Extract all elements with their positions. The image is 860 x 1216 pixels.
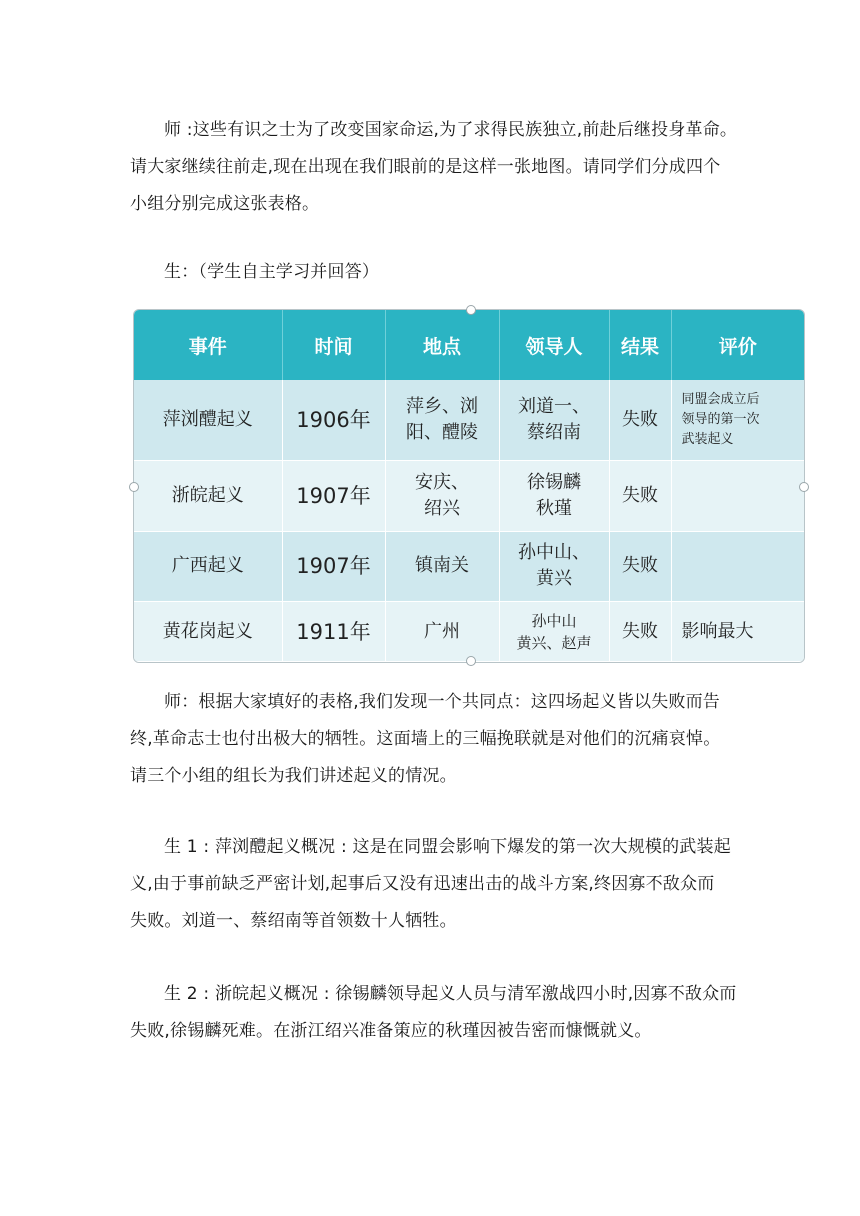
- paragraph-student-1: [130, 829, 750, 940]
- cell-result: 失败: [609, 531, 671, 602]
- cell-event: 萍浏醴起义: [134, 380, 282, 461]
- paragraph-teacher-summary: [130, 684, 750, 795]
- cell-line: 领导的第一次: [681, 412, 760, 427]
- resize-handle: [129, 482, 139, 492]
- cell-line: 徐锡麟: [527, 471, 581, 493]
- header-result: 结果: [609, 310, 671, 380]
- cell-line: 黄兴、赵声: [516, 633, 592, 652]
- uprisings-table: [134, 310, 804, 662]
- text-line: 失败,徐锡麟死难。在浙江绍兴准备策应的秋瑾因被告密而慷慨就义。: [130, 1021, 652, 1041]
- uprisings-table-image: [133, 309, 805, 663]
- cell-line: 同盟会成立后: [681, 392, 760, 407]
- cell-event: 黄花岗起义: [134, 602, 282, 662]
- cell-line: 黄兴: [536, 568, 572, 590]
- header-comment: 评价: [671, 310, 804, 380]
- cell-line: 武装起义: [681, 432, 734, 447]
- text-line: 师 :这些有识之士为了改变国家命运,为了求得民族独立,前赴后继投身革命。: [164, 120, 738, 140]
- cell-comment: [671, 602, 804, 662]
- cell-comment: [671, 461, 804, 532]
- cell-year: 1907年: [282, 461, 385, 532]
- cell-year: 1911年: [282, 602, 385, 662]
- cell-place: [385, 380, 499, 461]
- paragraph-student-answer: [130, 254, 750, 291]
- cell-line: 秋瑾: [536, 497, 572, 519]
- text-line: 请大家继续往前走,现在出现在我们眼前的是这样一张地图。请同学们分成四个: [130, 157, 721, 177]
- cell-line: 广州: [424, 620, 460, 642]
- cell-event: 浙皖起义: [134, 461, 282, 532]
- header-leaders: 领导人: [499, 310, 609, 380]
- cell-line: 安庆、: [415, 471, 469, 493]
- cell-line: 镇南关: [415, 555, 469, 577]
- cell-leaders: [499, 602, 609, 662]
- cell-line: 刘道一、: [518, 396, 590, 417]
- text-line: 生 2 : 浙皖起义概况 : 徐锡麟领导起义人员与清军激战四小时,因寡不敌众而: [164, 984, 737, 1004]
- text-line: 小组分别完成这张表格。: [130, 194, 320, 214]
- resize-handle: [466, 656, 476, 666]
- cell-year: 1906年: [282, 380, 385, 461]
- table-row: [134, 602, 804, 662]
- header-event: 事件: [134, 310, 282, 380]
- cell-place: [385, 461, 499, 532]
- cell-year: 1907年: [282, 531, 385, 602]
- text-line: 终,革命志士也付出极大的牺牲。这面墙上的三幅挽联就是对他们的沉痛哀悼。: [130, 729, 721, 749]
- cell-event: 广西起义: [134, 531, 282, 602]
- paragraph-teacher-intro: [130, 112, 750, 223]
- text-line: 生：（学生自主学习并回答）: [164, 262, 380, 282]
- cell-line: 绍兴: [424, 497, 460, 519]
- text-line: 失败。刘道一、蔡绍南等首领数十人牺牲。: [130, 911, 457, 931]
- text-line: 义,由于事前缺乏严密计划,起事后又没有迅速出击的战斗方案,终因寡不敌众而: [130, 874, 715, 894]
- cell-line: 孙中山: [531, 611, 577, 630]
- cell-place: [385, 602, 499, 662]
- header-place: 地点: [385, 310, 499, 380]
- cell-line: 影响最大: [681, 620, 754, 642]
- cell-place: [385, 531, 499, 602]
- table-header-row: [134, 310, 804, 380]
- cell-line: 孙中山、: [518, 542, 590, 564]
- table-row: [134, 380, 804, 461]
- text-line: 生 1 : 萍浏醴起义概况 : 这是在同盟会影响下爆发的第一次大规模的武装起: [164, 837, 731, 857]
- resize-handle: [466, 305, 476, 315]
- text-line: 请三个小组的组长为我们讲述起义的情况。: [130, 766, 457, 786]
- table-row: [134, 461, 804, 532]
- resize-handle: [799, 482, 809, 492]
- paragraph-student-2: [130, 976, 750, 1050]
- cell-leaders: [499, 461, 609, 532]
- cell-comment: [671, 380, 804, 461]
- cell-line: 蔡绍南: [527, 422, 581, 443]
- cell-result: 失败: [609, 461, 671, 532]
- cell-result: 失败: [609, 602, 671, 662]
- cell-line: 阳、醴陵: [406, 422, 478, 443]
- cell-result: 失败: [609, 380, 671, 461]
- cell-leaders: [499, 380, 609, 461]
- table-row: [134, 531, 804, 602]
- cell-line: 萍乡、浏: [406, 396, 478, 417]
- text-line: 师：根据大家填好的表格,我们发现一个共同点：这四场起义皆以失败而告: [164, 692, 721, 712]
- cell-leaders: [499, 531, 609, 602]
- header-time: 时间: [282, 310, 385, 380]
- cell-comment: [671, 531, 804, 602]
